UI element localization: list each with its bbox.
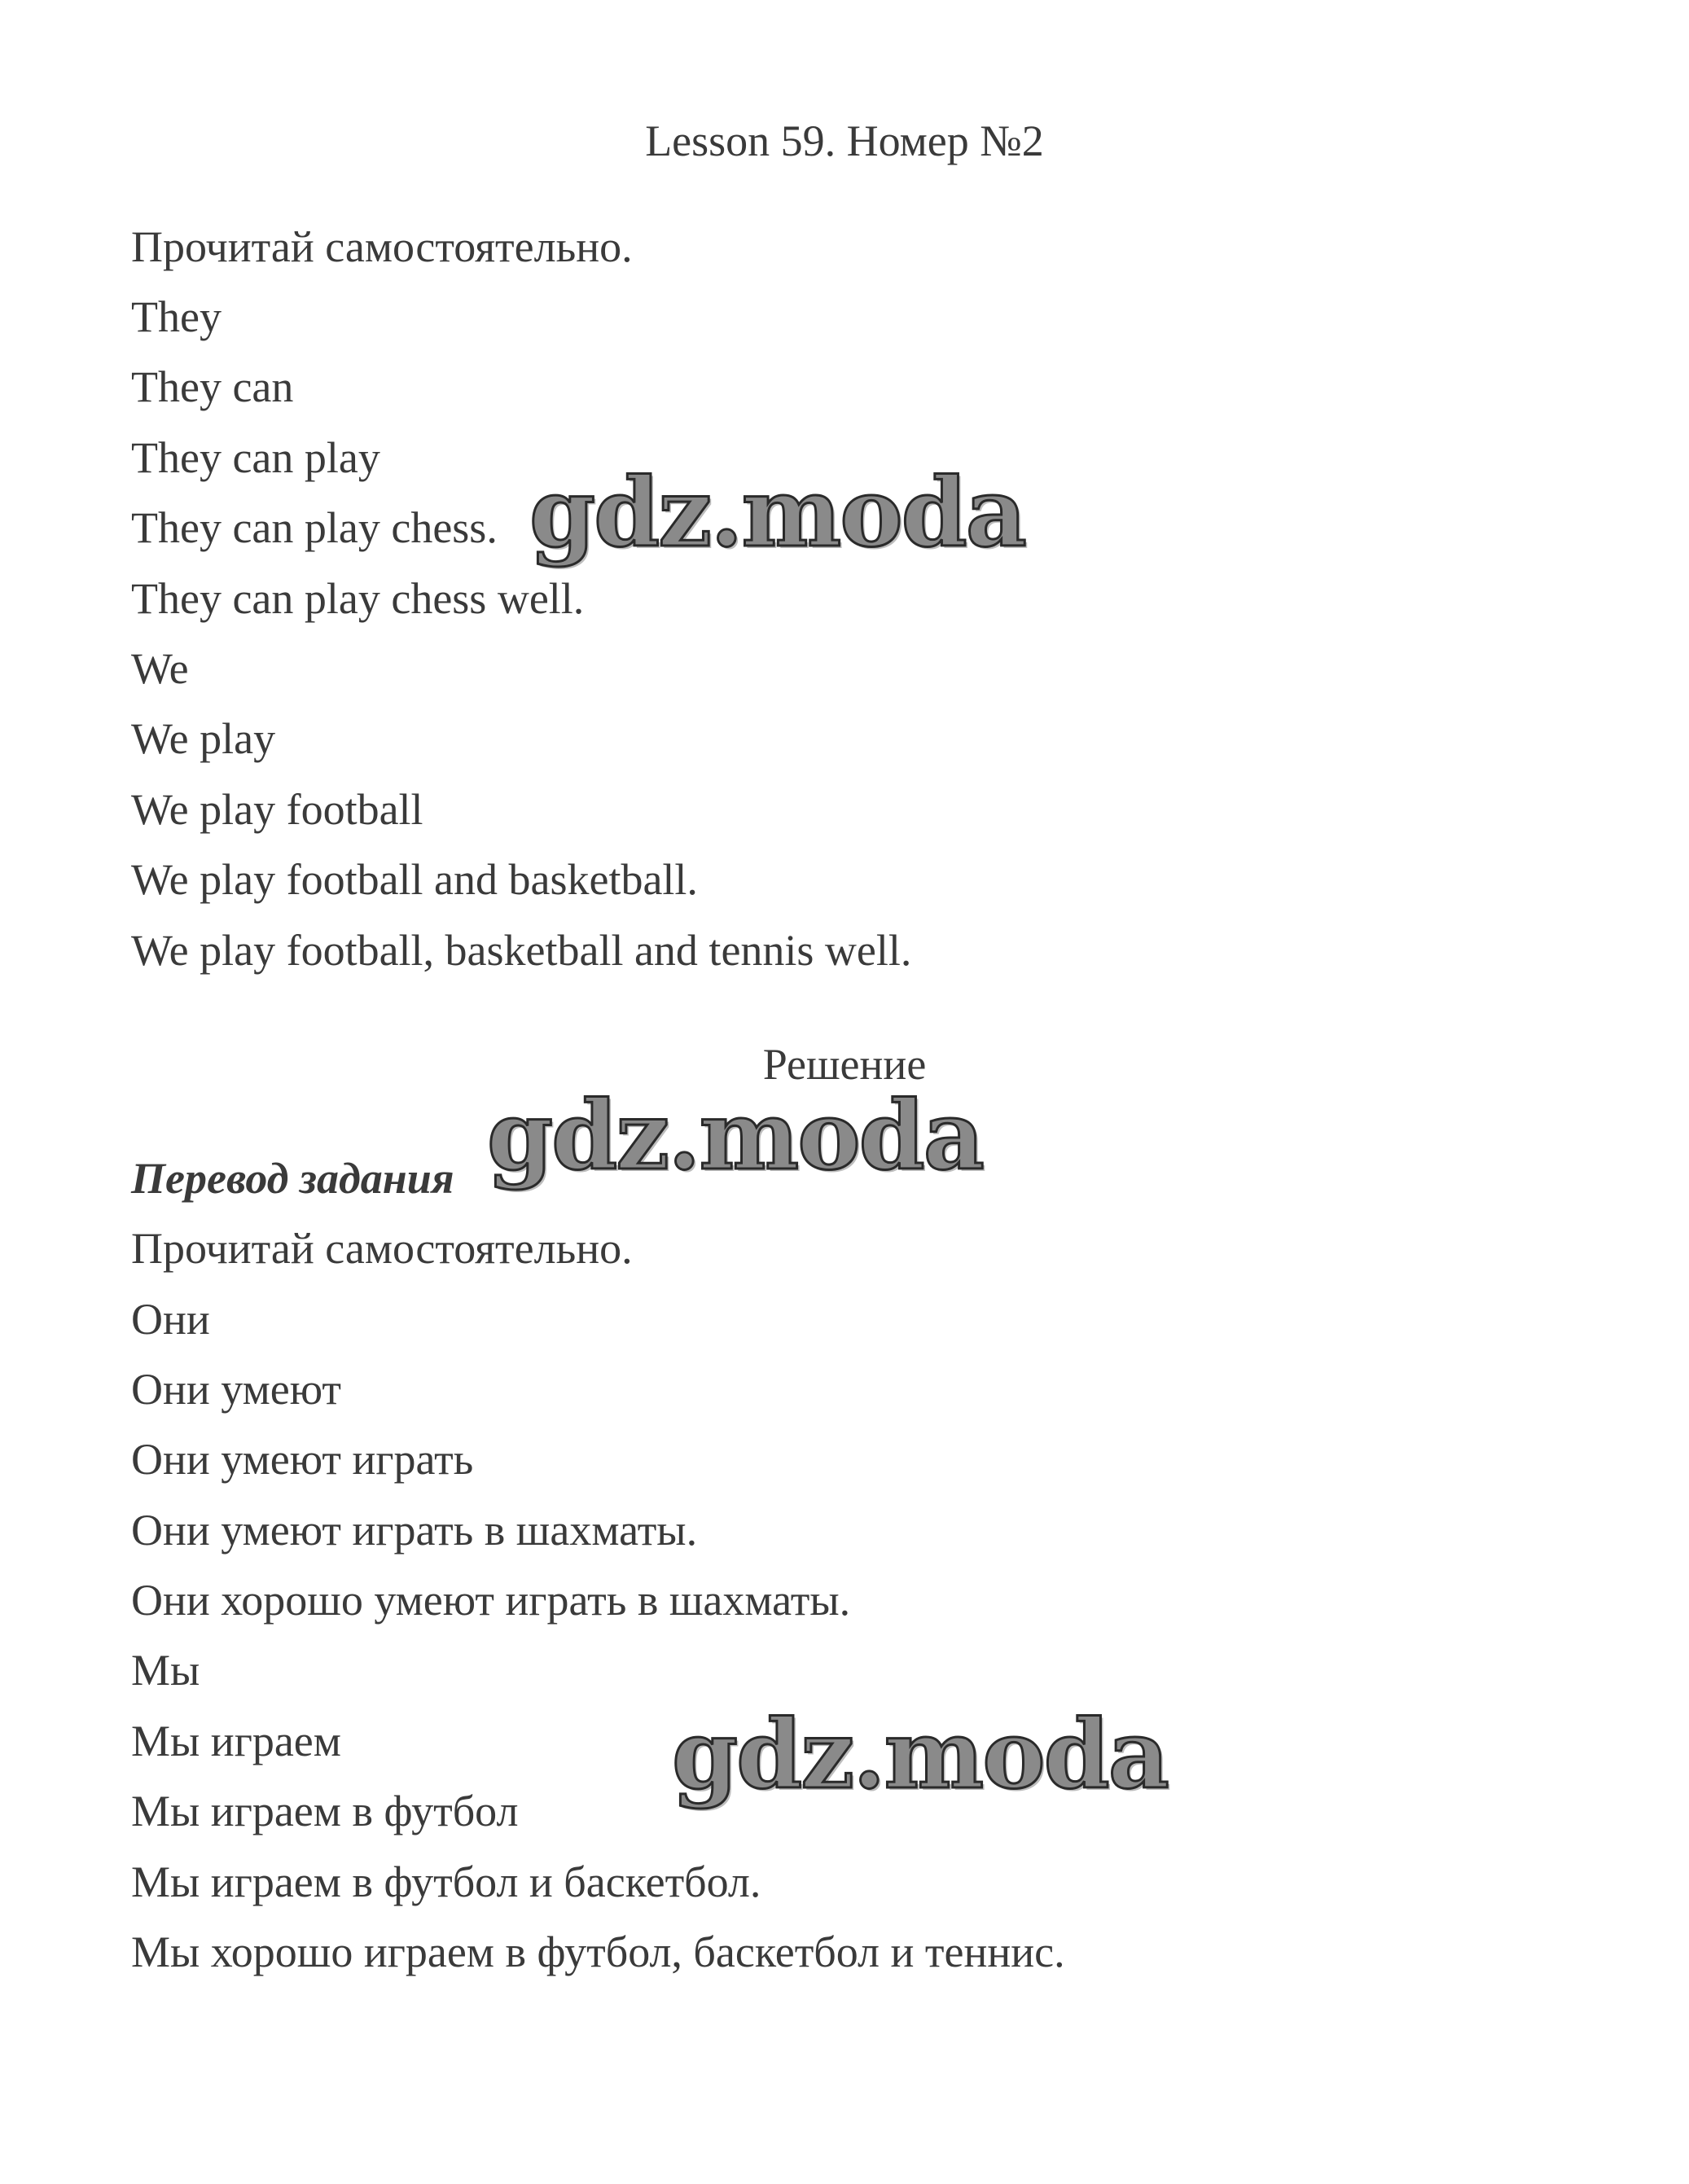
solution-label-text: Решение bbox=[762, 1040, 927, 1089]
watermark: gdz.moda bbox=[487, 1081, 983, 1191]
exercise-line: They can play chess well. bbox=[131, 574, 585, 623]
page-title: Lesson 59. Номер №2 bbox=[645, 116, 1044, 165]
translation-line: Мы играем в футбол и баскетбол. bbox=[131, 1857, 761, 1906]
translation-line: Они хорошо умеют играть в шахматы. bbox=[131, 1576, 851, 1625]
translation-line: Они bbox=[131, 1295, 210, 1344]
translation-line: Мы играем bbox=[131, 1717, 341, 1765]
watermark: gdz.moda bbox=[529, 458, 1025, 568]
exercise-line: We play bbox=[131, 714, 276, 763]
exercise-line: We play football bbox=[131, 785, 423, 834]
exercise-line: We play football and basketball. bbox=[131, 855, 698, 904]
translation-line: Мы хорошо играем в футбол, баскетбол и теннис. bbox=[131, 1927, 1065, 1976]
translation-line: Мы bbox=[131, 1646, 200, 1695]
exercise-line: They can play bbox=[131, 433, 380, 482]
exercise-line: They can bbox=[131, 362, 294, 411]
watermark: gdz.moda bbox=[672, 1699, 1168, 1810]
translation-heading: Перевод задания bbox=[131, 1154, 454, 1203]
exercise-line: We bbox=[131, 644, 189, 693]
translation-line: Они умеют играть в шахматы. bbox=[131, 1506, 698, 1555]
translation-line: Мы играем в футбол bbox=[131, 1787, 519, 1835]
translation-line: Они умеют играть bbox=[131, 1435, 474, 1484]
translation-line: Они умеют bbox=[131, 1365, 341, 1414]
exercise-line: They bbox=[131, 292, 222, 341]
exercise-line: They can play chess. bbox=[131, 503, 498, 552]
exercise-line: We play football, basketball and tennis well. bbox=[131, 926, 912, 975]
exercise-line: Прочитай самостоятельно. bbox=[131, 222, 633, 271]
translation-line: Прочитай самостоятельно. bbox=[131, 1224, 633, 1273]
